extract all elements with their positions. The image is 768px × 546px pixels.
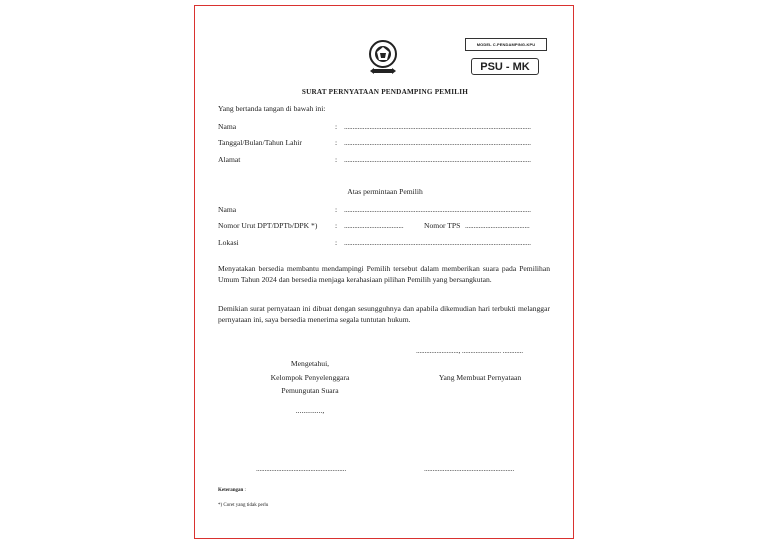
document-title: SURAT PERNYATAAN PENDAMPING PEMILIH (301, 88, 469, 96)
document-page (194, 5, 574, 539)
field-colon: : (335, 238, 338, 247)
model-code-box: MODEL C.PENDAMPING-KPU (465, 38, 547, 51)
kpu-emblem-icon (366, 38, 400, 78)
field-colon: : (335, 122, 338, 131)
left-sign-line1: Mengetahui, (290, 359, 330, 368)
notes-heading: Keterangan (218, 488, 244, 493)
field-dots-lokasi[interactable]: .............................................................................................................. (344, 238, 531, 247)
field-label-lokasi: Lokasi (218, 238, 239, 247)
right-signature-line[interactable]: ..................................................... (424, 464, 515, 473)
field-label-nomor-tps: Nomor TPS (424, 221, 461, 230)
field-dots-nomor-tps[interactable]: ...................................... (465, 221, 530, 230)
left-sign-line3: Pemungutan Suara (281, 386, 339, 395)
field-label-nomor-urut: Nomor Urut DPT/DPTb/DPK *) (218, 221, 318, 230)
field-dots-ttl[interactable]: .............................................................................................................. (344, 138, 531, 147)
left-sign-line4: .............., (295, 406, 325, 415)
field-colon: : (335, 205, 338, 214)
place-date-dots[interactable]: ........................., ....................... ............ (416, 346, 524, 355)
field-dots-voter-nama[interactable]: .............................................................................................................. (344, 205, 531, 214)
field-colon: : (335, 138, 338, 147)
right-sign-line1: Yang Membuat Pernyataan (438, 373, 522, 382)
field-colon: : (335, 155, 338, 164)
field-label-ttl: Tanggal/Bulan/Tahun Lahir (218, 138, 302, 147)
notes-item-1: *) Coret yang tidak perlu (218, 503, 269, 508)
closing-paragraph: Demikian surat pernyataan ini dibuat dengan sesungguhnya dan apabila dikemudian hari terbukti melanggar pernyataan ini, saya bersedia menerima segala tuntutan hukum. (218, 304, 550, 324)
field-label-voter-nama: Nama (218, 205, 237, 214)
left-signature-line[interactable]: ..................................................... (256, 464, 347, 473)
notes-heading-suffix: : (243, 488, 246, 493)
field-label-nama: Nama (218, 122, 237, 131)
field-dots-alamat[interactable]: .............................................................................................................. (344, 155, 531, 164)
psu-mk-box: PSU - MK (471, 58, 539, 75)
field-colon: : (335, 221, 338, 230)
subheading: Atas permintaan Pemilih (347, 187, 423, 196)
field-dots-nama[interactable]: .............................................................................................................. (344, 122, 531, 131)
statement-paragraph: Menyatakan bersedia membantu mendampingi Pemilih tersebut dalam memberikan suara pada Pemilihan Umum Tahun 2024 dan bersedia menjaga kerahasiaan pilihan Pemilih yang bersangkutan. (218, 264, 550, 284)
field-label-alamat: Alamat (218, 155, 241, 164)
notes-heading-row (218, 488, 246, 493)
intro-text: Yang bertanda tangan di bawah ini: (218, 104, 326, 113)
left-sign-line2: Kelompok Penyelenggara (270, 373, 350, 382)
field-dots-nomor-urut[interactable]: ................................... (344, 221, 404, 230)
